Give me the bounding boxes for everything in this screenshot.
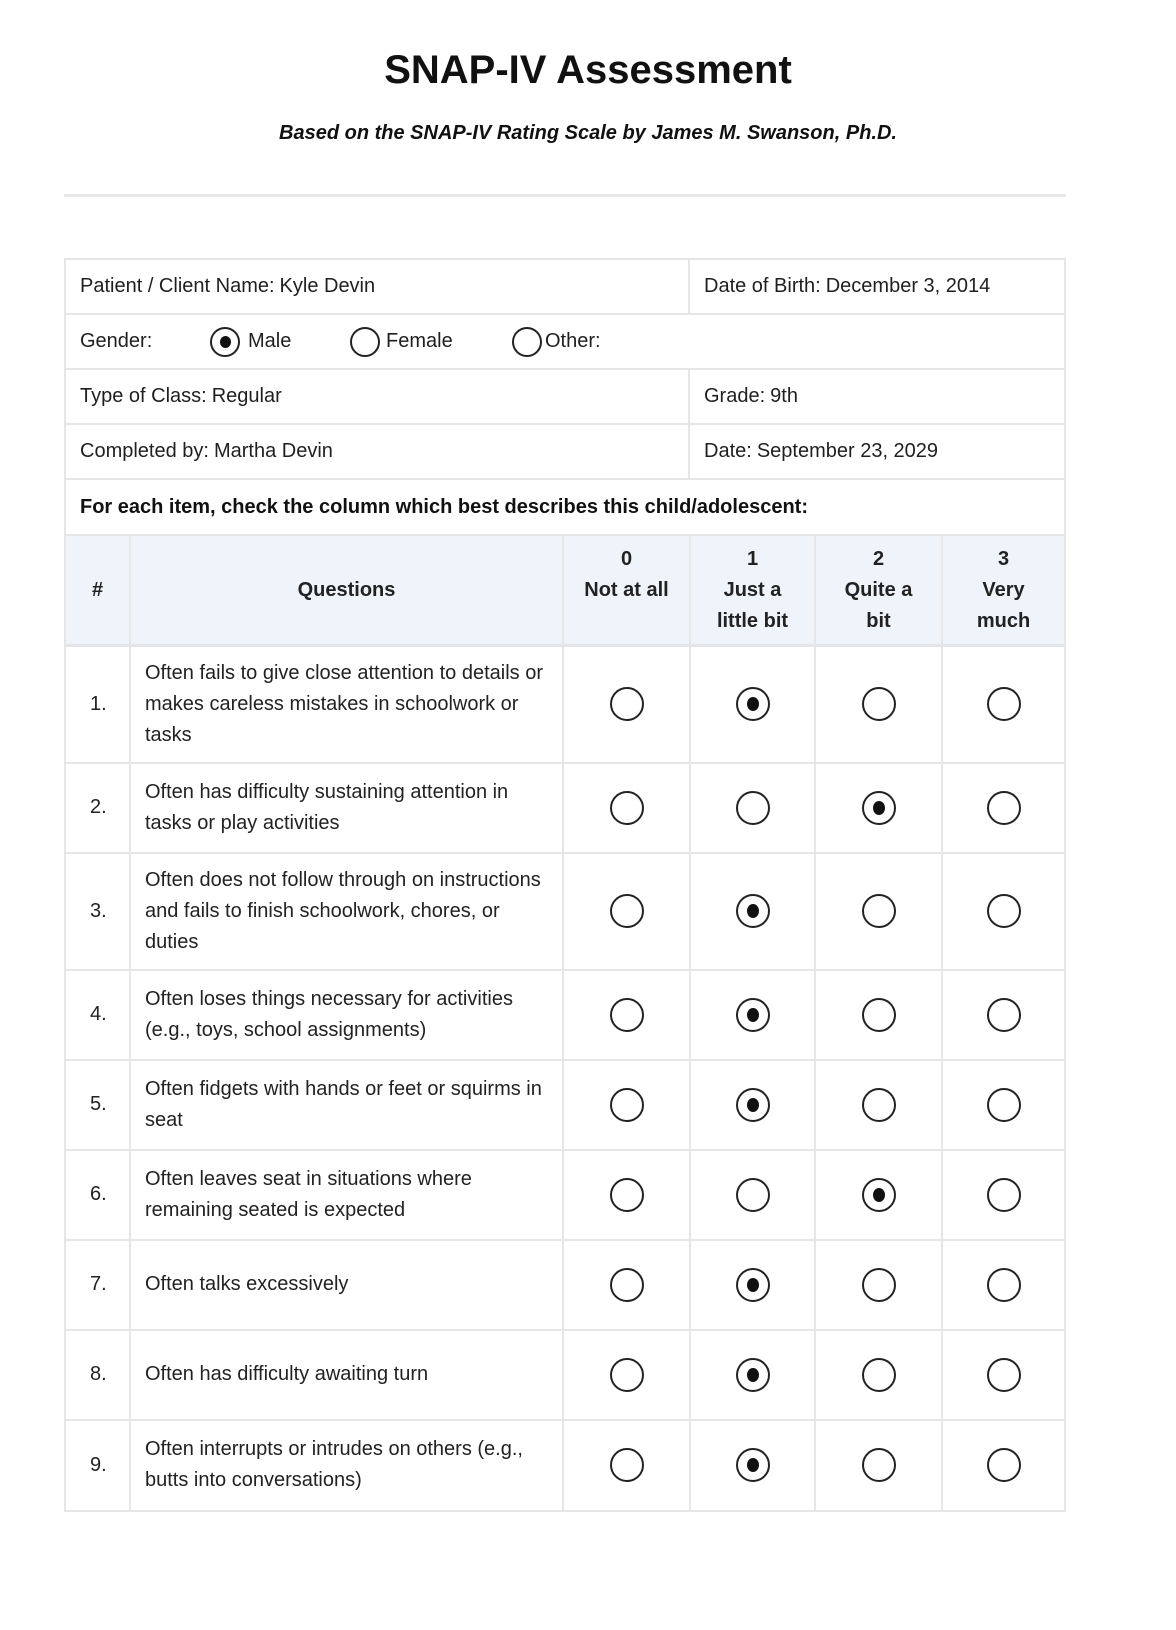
option-cell-2 <box>815 853 942 970</box>
info-row-gender <box>66 315 1064 370</box>
grade-label: Grade: <box>704 385 766 407</box>
gender-option-male[interactable] <box>210 327 350 357</box>
option-cell-2 <box>815 1060 942 1150</box>
page-title: SNAP-IV Assessment <box>384 48 792 92</box>
date-cell <box>690 425 1064 478</box>
grade-cell <box>690 370 1064 423</box>
table-row <box>66 970 1064 1060</box>
gender-option-label: Other: <box>545 330 601 352</box>
info-row-name <box>66 260 1064 315</box>
completed-cell <box>66 425 690 478</box>
option-label-2: little bit <box>716 609 789 632</box>
gender-label: Gender: <box>80 330 153 352</box>
class-label: Type of Class: <box>80 385 207 407</box>
option-cell-2 <box>815 1240 942 1330</box>
radio-male[interactable] <box>210 327 240 357</box>
gender-cell <box>66 315 1064 368</box>
item-number: 2. <box>66 763 130 853</box>
header-option-0 <box>563 536 690 646</box>
item-question: Often leaves seat in situations where remaining seated is expected <box>130 1150 563 1240</box>
rating-radio-3[interactable] <box>987 1088 1021 1122</box>
table-row <box>66 763 1064 853</box>
questions-table <box>66 536 1064 1510</box>
rating-radio-2[interactable] <box>862 998 896 1032</box>
rating-radio-0[interactable] <box>610 687 644 721</box>
item-question: Often interrupts or intrudes on others (e.g., butts into conversations) <box>130 1420 563 1510</box>
option-cell-1 <box>690 853 815 970</box>
completed-field[interactable]: Martha Devin <box>213 440 333 462</box>
table-row <box>66 1150 1064 1240</box>
option-cell-3 <box>942 970 1064 1060</box>
option-score: 1 <box>746 547 759 570</box>
rating-radio-0[interactable] <box>610 1088 644 1122</box>
option-cell-1 <box>690 1150 815 1240</box>
gender-option-other[interactable] <box>512 327 601 357</box>
option-cell-0 <box>563 1240 690 1330</box>
rating-radio-2[interactable] <box>862 894 896 928</box>
rating-radio-1[interactable] <box>736 1178 770 1212</box>
dob-cell <box>690 260 1064 313</box>
option-cell-0 <box>563 1060 690 1150</box>
table-row <box>66 1420 1064 1510</box>
header-number: # <box>66 536 130 646</box>
patient-name-cell <box>66 260 690 313</box>
option-label: Quite a <box>844 578 913 601</box>
item-number: 6. <box>66 1150 130 1240</box>
option-cell-3 <box>942 1150 1064 1240</box>
rating-radio-1[interactable] <box>736 894 770 928</box>
rating-radio-0[interactable] <box>610 1448 644 1482</box>
option-cell-2 <box>815 1330 942 1420</box>
rating-radio-1[interactable] <box>736 1358 770 1392</box>
option-cell-3 <box>942 1420 1064 1510</box>
rating-radio-2[interactable] <box>862 1178 896 1212</box>
option-label-2: much <box>976 609 1031 632</box>
option-cell-0 <box>563 853 690 970</box>
option-cell-2 <box>815 763 942 853</box>
rating-radio-2[interactable] <box>862 1358 896 1392</box>
rating-radio-1[interactable] <box>736 1448 770 1482</box>
page-subtitle: Based on the SNAP-IV Rating Scale by James M. Swanson, Ph.D. <box>279 122 897 144</box>
header-questions: Questions <box>130 536 563 646</box>
item-question: Often fails to give close attention to details or makes careless mistakes in schoolwork or tasks <box>130 646 563 763</box>
item-question: Often fidgets with hands or feet or squirms in seat <box>130 1060 563 1150</box>
date-field[interactable]: September 23, 2029 <box>756 440 939 462</box>
radio-female[interactable] <box>350 327 380 357</box>
rating-radio-1[interactable] <box>736 1268 770 1302</box>
item-question: Often does not follow through on instructions and fails to finish schoolwork, chores, or duties <box>130 853 563 970</box>
option-cell-1 <box>690 1420 815 1510</box>
dob-label: Date of Birth: <box>704 275 821 297</box>
option-cell-3 <box>942 1330 1064 1420</box>
option-cell-1 <box>690 763 815 853</box>
option-score: 0 <box>620 547 633 570</box>
option-cell-3 <box>942 646 1064 763</box>
option-cell-0 <box>563 1330 690 1420</box>
info-row-completed <box>66 425 1064 480</box>
info-row-class <box>66 370 1064 425</box>
option-cell-1 <box>690 1330 815 1420</box>
grade-field[interactable]: 9th <box>770 385 798 407</box>
radio-other[interactable] <box>512 327 542 357</box>
option-cell-1 <box>690 646 815 763</box>
header-option-2 <box>815 536 942 646</box>
item-question: Often has difficulty sustaining attention in tasks or play activities <box>130 763 563 853</box>
rating-radio-0[interactable] <box>610 894 644 928</box>
gender-option-label: Female <box>386 330 453 352</box>
option-cell-0 <box>563 1150 690 1240</box>
table-row <box>66 853 1064 970</box>
rating-radio-3[interactable] <box>987 687 1021 721</box>
rating-radio-1[interactable] <box>736 998 770 1032</box>
item-question: Often has difficulty awaiting turn <box>130 1330 563 1420</box>
rating-radio-2[interactable] <box>862 1088 896 1122</box>
date-label: Date: <box>704 440 752 462</box>
rating-radio-3[interactable] <box>987 1448 1021 1482</box>
option-cell-3 <box>942 1060 1064 1150</box>
rating-radio-0[interactable] <box>610 1178 644 1212</box>
option-score: 3 <box>997 547 1010 570</box>
rating-radio-2[interactable] <box>862 791 896 825</box>
rating-radio-3[interactable] <box>987 1268 1021 1302</box>
gender-option-label: Male <box>248 330 292 352</box>
table-row <box>66 1330 1064 1420</box>
item-number: 3. <box>66 853 130 970</box>
rating-radio-2[interactable] <box>862 687 896 721</box>
option-cell-3 <box>942 763 1064 853</box>
option-label: Not at all <box>584 578 669 601</box>
option-cell-0 <box>563 1420 690 1510</box>
instructions: For each item, check the column which best describes this child/adolescent: <box>66 480 1064 536</box>
option-cell-2 <box>815 970 942 1060</box>
item-number: 9. <box>66 1420 130 1510</box>
item-number: 5. <box>66 1060 130 1150</box>
item-number: 8. <box>66 1330 130 1420</box>
header-option-3 <box>942 536 1064 646</box>
completed-label: Completed by: <box>80 440 209 462</box>
option-cell-3 <box>942 1240 1064 1330</box>
table-header-row <box>66 536 1064 646</box>
table-row <box>66 1060 1064 1150</box>
rating-radio-3[interactable] <box>987 998 1021 1032</box>
rating-radio-0[interactable] <box>610 1358 644 1392</box>
rating-radio-3[interactable] <box>987 791 1021 825</box>
class-cell <box>66 370 690 423</box>
option-cell-0 <box>563 763 690 853</box>
rating-radio-1[interactable] <box>736 791 770 825</box>
item-number: 7. <box>66 1240 130 1330</box>
option-cell-1 <box>690 1240 815 1330</box>
item-question: Often loses things necessary for activities (e.g., toys, school assignments) <box>130 970 563 1060</box>
rating-radio-1[interactable] <box>736 1088 770 1122</box>
item-number: 1. <box>66 646 130 763</box>
table-row <box>66 646 1064 763</box>
rating-radio-3[interactable] <box>987 1178 1021 1212</box>
rating-radio-2[interactable] <box>862 1268 896 1302</box>
patient-name-label: Patient / Client Name: <box>80 275 275 297</box>
rating-radio-0[interactable] <box>610 998 644 1032</box>
dob-field[interactable]: December 3, 2014 <box>825 275 991 297</box>
option-cell-2 <box>815 1420 942 1510</box>
rating-radio-0[interactable] <box>610 791 644 825</box>
option-cell-1 <box>690 1060 815 1150</box>
option-cell-3 <box>942 853 1064 970</box>
item-question: Often talks excessively <box>130 1240 563 1330</box>
class-field[interactable]: Regular <box>211 385 282 407</box>
option-cell-2 <box>815 646 942 763</box>
gender-option-female[interactable] <box>350 327 512 357</box>
table-row <box>66 1240 1064 1330</box>
option-cell-2 <box>815 1150 942 1240</box>
patient-name-field[interactable]: Kyle Devin <box>279 275 376 297</box>
header-divider <box>64 194 1066 197</box>
rating-radio-3[interactable] <box>987 1358 1021 1392</box>
option-score: 2 <box>872 547 885 570</box>
rating-radio-2[interactable] <box>862 1448 896 1482</box>
assessment-form <box>64 258 1066 1512</box>
option-cell-0 <box>563 970 690 1060</box>
option-label-2: bit <box>866 609 891 632</box>
option-cell-0 <box>563 646 690 763</box>
option-cell-1 <box>690 970 815 1060</box>
rating-radio-0[interactable] <box>610 1268 644 1302</box>
option-label-2 <box>564 606 689 637</box>
option-label: Very <box>982 578 1025 601</box>
rating-radio-3[interactable] <box>987 894 1021 928</box>
item-number: 4. <box>66 970 130 1060</box>
header-option-1 <box>690 536 815 646</box>
option-label: Just a <box>723 578 782 601</box>
rating-radio-1[interactable] <box>736 687 770 721</box>
